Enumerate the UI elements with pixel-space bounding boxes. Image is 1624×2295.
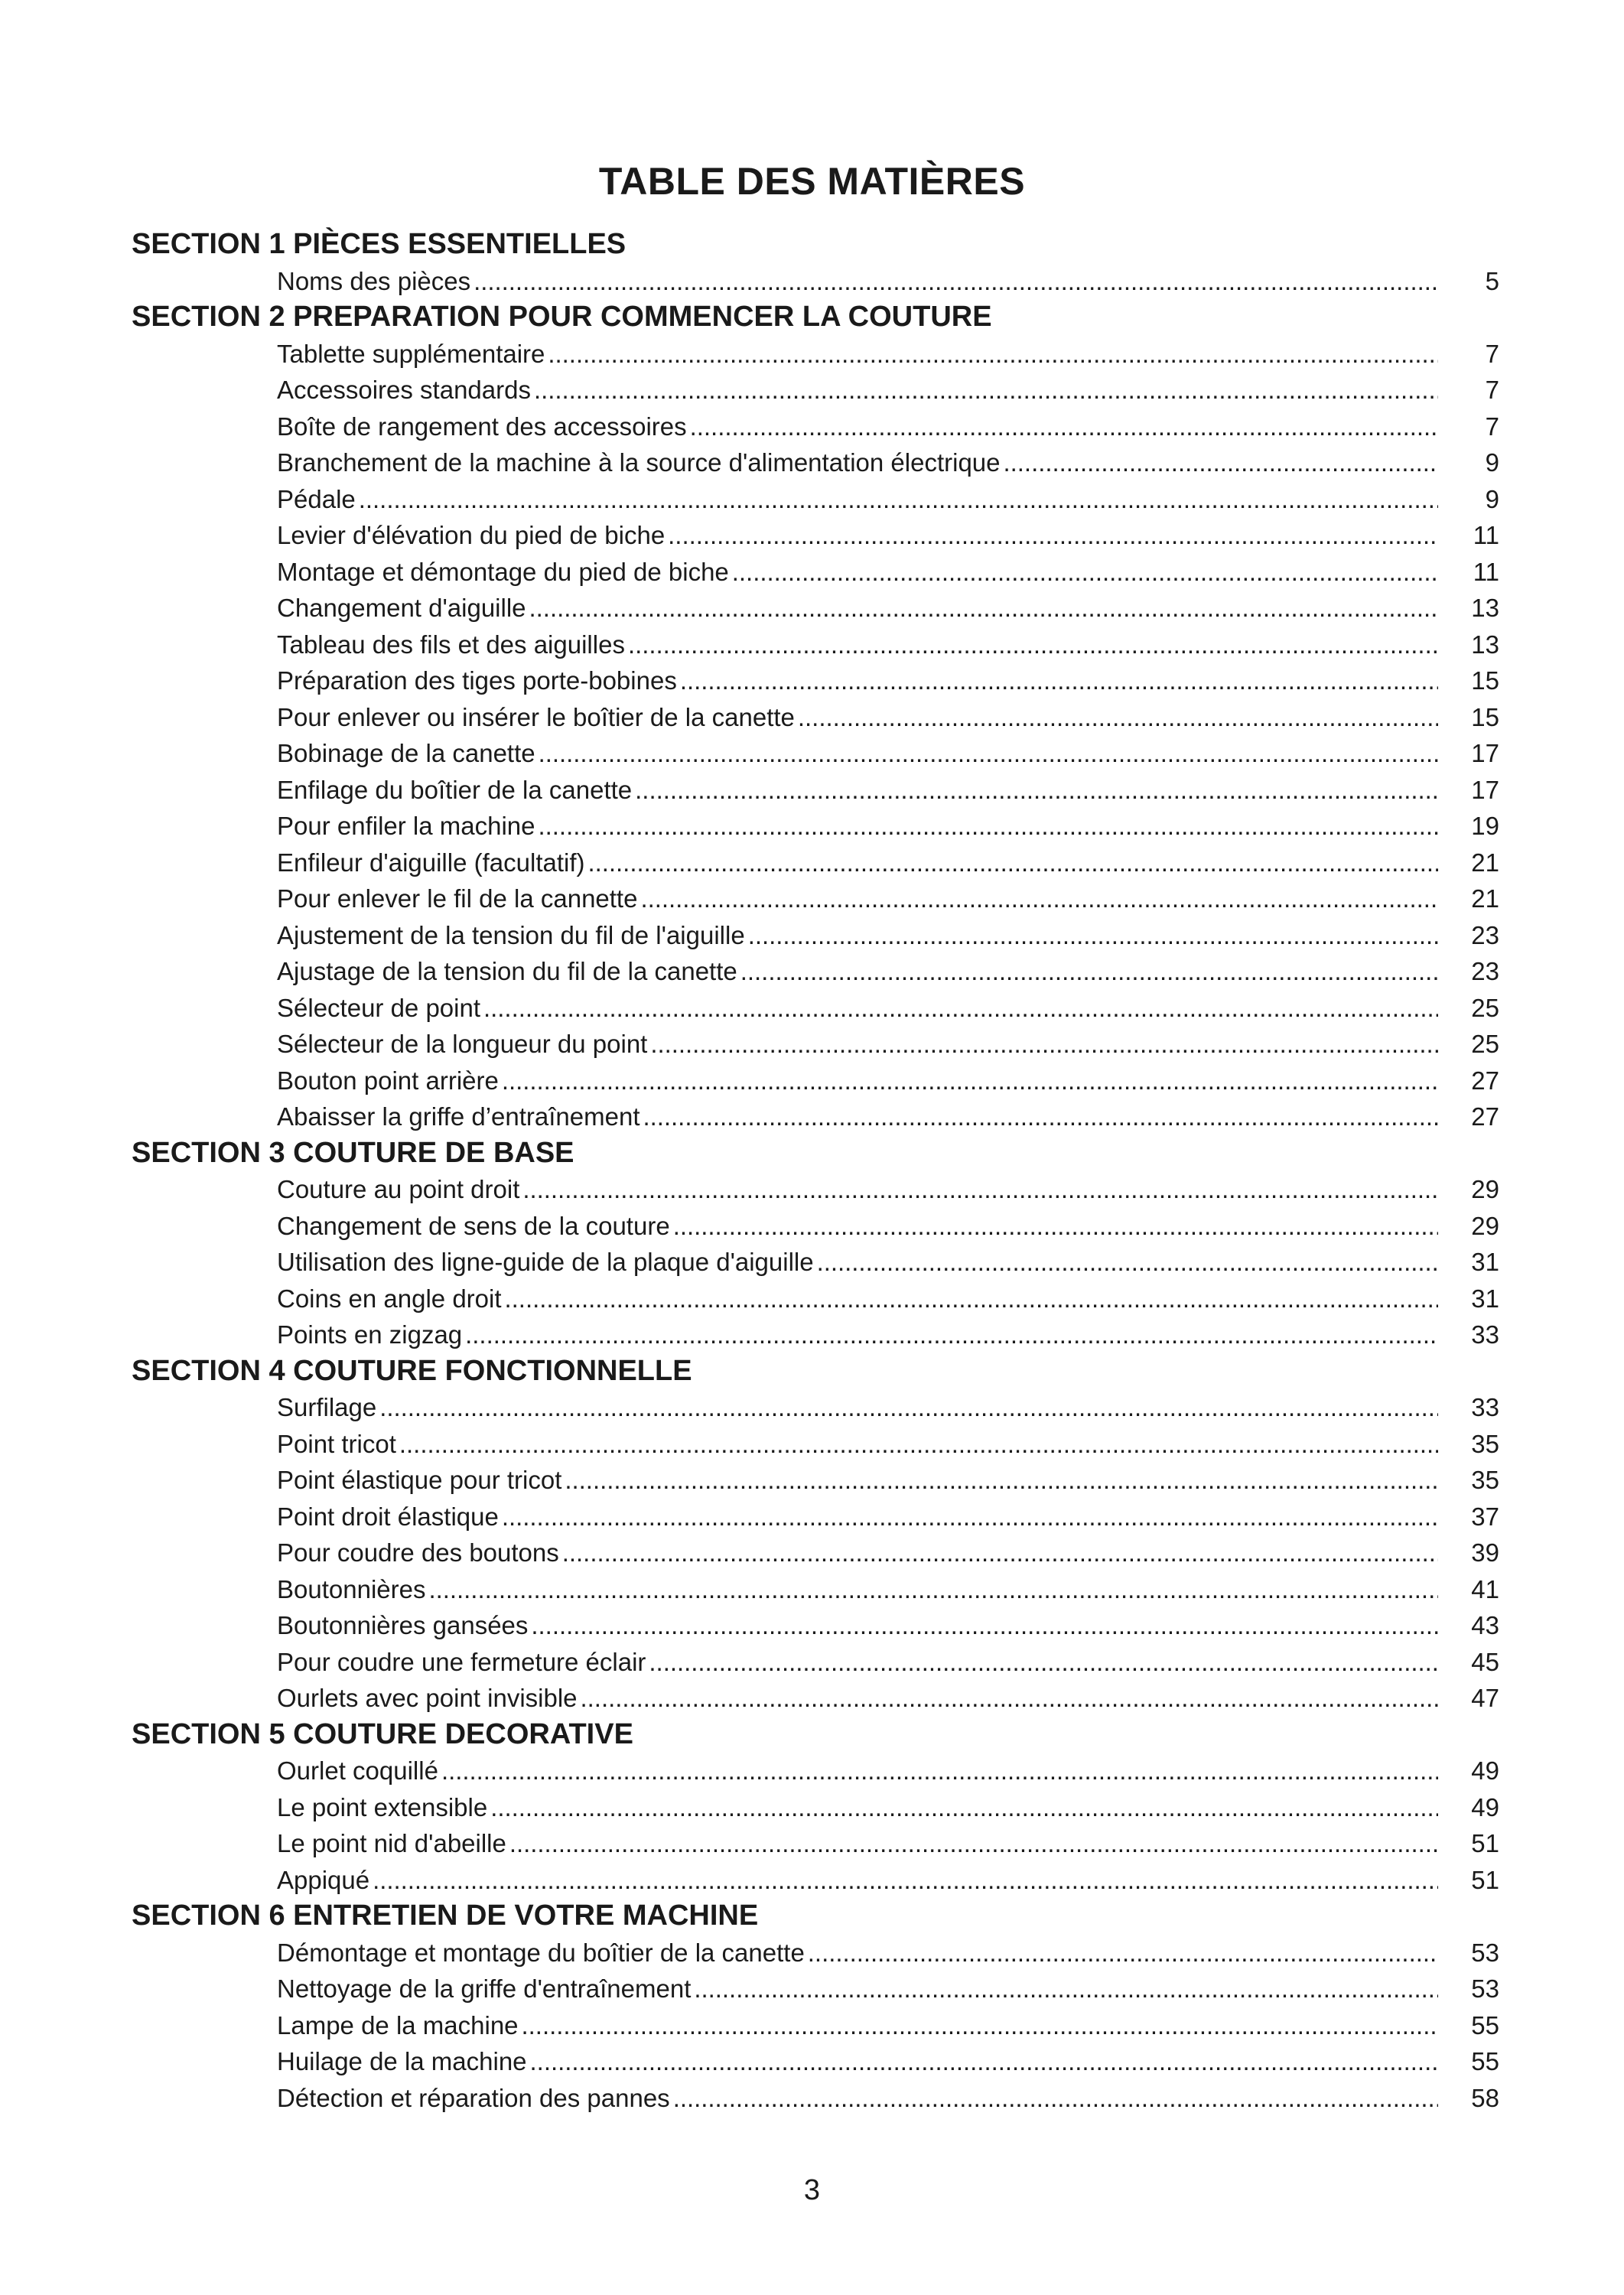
toc-entry <box>132 1825 1499 1862</box>
toc-entry-page: 53 <box>1471 1938 1499 1967</box>
toc-entry-page: 39 <box>1471 1538 1499 1567</box>
toc-entry-label: Enfilage du boîtier de la canette <box>277 775 633 804</box>
dot-leader <box>808 1935 1438 1971</box>
toc-entry <box>132 1644 1499 1681</box>
toc-entry-page: 35 <box>1471 1466 1499 1494</box>
dot-leader <box>539 808 1438 845</box>
toc-entry <box>132 1935 1499 1971</box>
toc-entry-page: 21 <box>1471 848 1499 877</box>
toc-entry <box>132 1607 1499 1644</box>
toc-entry-page: 9 <box>1485 448 1499 477</box>
toc-entry <box>132 1571 1499 1608</box>
dot-leader <box>643 1099 1439 1135</box>
dot-leader <box>635 772 1438 809</box>
toc-entry <box>132 1171 1499 1208</box>
toc-entry-label: Accessoires standards <box>277 376 531 404</box>
toc-entry-page: 41 <box>1471 1574 1499 1603</box>
toc-entry-page: 33 <box>1471 1393 1499 1421</box>
toc-entry <box>132 953 1499 990</box>
toc-entry <box>132 1499 1499 1535</box>
toc-entry <box>132 735 1499 772</box>
dot-leader <box>522 2007 1438 2044</box>
toc-entry-page: 27 <box>1471 1066 1499 1095</box>
toc-entry-label: Point élastique pour tricot <box>277 1466 562 1494</box>
section-heading: SECTION 1 PIÈCES ESSENTIELLES <box>132 228 626 260</box>
toc-entry-page: 13 <box>1471 630 1499 659</box>
toc-entry-page: 15 <box>1471 702 1499 731</box>
toc-entry-label: Ourlets avec point invisible <box>277 1684 578 1712</box>
toc-entry-label: Démontage et montage du boîtier de la canette <box>277 1938 805 1967</box>
dot-leader <box>531 1607 1438 1644</box>
toc-entry-label: Tableau des fils et des aiguilles <box>277 630 625 659</box>
dot-leader <box>530 2043 1438 2080</box>
dot-leader <box>673 1208 1438 1245</box>
toc-entry-page: 11 <box>1473 521 1499 549</box>
toc-entry <box>132 808 1499 845</box>
toc-entry <box>132 2043 1499 2080</box>
dot-leader <box>465 1317 1438 1353</box>
toc-entry-label: Points en zigzag <box>277 1320 463 1349</box>
toc-entry-page: 33 <box>1471 1320 1499 1349</box>
dot-leader <box>798 699 1438 736</box>
dot-leader <box>502 1063 1438 1099</box>
section-heading: SECTION 3 COUTURE DE BASE <box>132 1136 574 1169</box>
dot-leader <box>399 1426 1438 1463</box>
toc-entry <box>132 699 1499 736</box>
dot-leader <box>628 627 1438 663</box>
toc-entry <box>132 662 1499 699</box>
toc-entry-page: 23 <box>1471 920 1499 949</box>
toc-entry-page: 27 <box>1471 1102 1499 1131</box>
toc-entry-label: Coins en angle droit <box>277 1284 502 1313</box>
dot-leader <box>474 263 1438 300</box>
toc-entry <box>132 1389 1499 1426</box>
dot-leader <box>509 1825 1438 1862</box>
toc-entry <box>132 627 1499 663</box>
section-heading: SECTION 4 COUTURE FONCTIONNELLE <box>132 1354 692 1387</box>
toc-entry-page: 7 <box>1485 412 1499 441</box>
toc-entry <box>132 881 1499 917</box>
toc-entry-page: 15 <box>1471 666 1499 695</box>
toc-entry-page: 7 <box>1485 339 1499 368</box>
dot-leader <box>522 1171 1438 1208</box>
toc-entry-page: 35 <box>1471 1429 1499 1458</box>
toc-entry-label: Boutonnières <box>277 1574 426 1603</box>
toc-entry <box>132 1281 1499 1317</box>
toc-entry-label: Sélecteur de la longueur du point <box>277 1030 648 1058</box>
toc-entry-label: Abaisser la griffe d’entraînement <box>277 1102 640 1131</box>
toc-entry <box>132 1063 1499 1099</box>
section-heading: SECTION 2 PREPARATION POUR COMMENCER LA COUTURE <box>132 301 992 333</box>
dot-leader <box>529 590 1438 627</box>
toc-entry <box>132 372 1499 409</box>
toc-entry-page: 9 <box>1485 484 1499 513</box>
dot-leader <box>581 1680 1438 1717</box>
dot-leader <box>565 1462 1438 1499</box>
dot-leader <box>359 481 1438 518</box>
toc-entry-page: 51 <box>1471 1829 1499 1857</box>
dot-leader <box>539 735 1438 772</box>
toc-entry-label: Pédale <box>277 484 356 513</box>
page-number: 3 <box>803 2174 821 2206</box>
toc-entry-label: Point tricot <box>277 1429 396 1458</box>
toc-entry-label: Changement d'aiguille <box>277 594 526 622</box>
toc-entry-label: Surfilage <box>277 1393 377 1421</box>
toc-entry <box>132 1099 1499 1135</box>
toc-entry <box>132 1208 1499 1245</box>
toc-entry-label: Utilisation des ligne-guide de la plaque d'aiguille <box>277 1248 814 1276</box>
toc-entry-label: Nettoyage de la griffe d'entraînement <box>277 1974 692 2003</box>
toc-entry <box>132 263 1499 300</box>
toc-entry-page: 23 <box>1471 957 1499 985</box>
toc-entry-page: 51 <box>1471 1865 1499 1894</box>
toc-entry <box>132 1789 1499 1826</box>
dot-leader <box>649 1644 1438 1681</box>
toc-entry-label: Pour coudre une fermeture éclair <box>277 1647 646 1676</box>
toc-entry-label: Le point extensible <box>277 1792 488 1821</box>
toc-entry <box>132 772 1499 809</box>
dot-leader <box>748 917 1438 954</box>
dot-leader <box>588 845 1439 881</box>
toc-entry-label: Noms des pièces <box>277 266 471 295</box>
section-heading: SECTION 6 ENTRETIEN DE VOTRE MACHINE <box>132 1899 759 1932</box>
toc-entry-page: 19 <box>1471 812 1499 840</box>
dot-leader <box>534 372 1438 409</box>
toc-entry <box>132 1971 1499 2007</box>
toc-entry-label: Préparation des tiges porte-bobines <box>277 666 677 695</box>
toc-entry-page: 17 <box>1471 739 1499 767</box>
toc-entry <box>132 1753 1499 1789</box>
toc-entry-label: Point droit élastique <box>277 1502 499 1531</box>
toc-entry-page: 5 <box>1485 266 1499 295</box>
dot-leader <box>548 336 1438 373</box>
dot-leader <box>502 1499 1438 1535</box>
toc-entry <box>132 336 1499 373</box>
toc-entry <box>132 845 1499 881</box>
dot-leader <box>690 409 1438 445</box>
dot-leader <box>640 881 1438 917</box>
toc-entry-page: 55 <box>1471 2047 1499 2075</box>
table-of-contents <box>132 226 1499 2116</box>
toc-entry <box>132 554 1499 591</box>
toc-entry <box>132 1680 1499 1717</box>
toc-entry-label: Boutonnières gansées <box>277 1611 529 1639</box>
toc-entry <box>132 1426 1499 1463</box>
dot-leader <box>505 1281 1438 1317</box>
toc-entry-label: Lampe de la machine <box>277 2010 519 2039</box>
dot-leader <box>490 1789 1438 1826</box>
toc-entry-page: 25 <box>1471 1030 1499 1058</box>
dot-leader <box>373 1862 1438 1899</box>
toc-entry <box>132 1535 1499 1571</box>
toc-entry-label: Changement de sens de la couture <box>277 1211 670 1240</box>
section-heading: SECTION 5 COUTURE DECORATIVE <box>132 1717 633 1750</box>
toc-entry-label: Boîte de rangement des accessoires <box>277 412 687 441</box>
dot-leader <box>740 953 1438 990</box>
toc-entry-page: 7 <box>1485 376 1499 404</box>
toc-entry <box>132 1862 1499 1899</box>
toc-entry-page: 45 <box>1471 1647 1499 1676</box>
toc-entry-label: Pour coudre des boutons <box>277 1538 559 1567</box>
toc-entry-label: Pour enfiler la machine <box>277 812 535 840</box>
toc-entry-label: Bouton point arrière <box>277 1066 499 1095</box>
toc-entry-label: Montage et démontage du pied de biche <box>277 557 729 586</box>
toc-entry-page: 31 <box>1471 1284 1499 1313</box>
toc-entry-page: 31 <box>1471 1248 1499 1276</box>
toc-entry-page: 25 <box>1471 993 1499 1022</box>
toc-entry-page: 29 <box>1471 1211 1499 1240</box>
toc-entry-page: 49 <box>1471 1756 1499 1785</box>
toc-entry <box>132 409 1499 445</box>
dot-leader <box>668 517 1438 554</box>
toc-entry-page: 17 <box>1471 775 1499 804</box>
dot-leader <box>650 1026 1438 1063</box>
dot-leader <box>379 1389 1438 1426</box>
toc-entry-label: Ajustage de la tension du fil de la canette <box>277 957 737 985</box>
toc-entry-label: Branchement de la machine à la source d'alimentation électrique <box>277 448 1001 477</box>
toc-entry <box>132 1026 1499 1063</box>
toc-entry <box>132 2007 1499 2044</box>
toc-entry-page: 55 <box>1471 2010 1499 2039</box>
toc-entry-page: 43 <box>1471 1611 1499 1639</box>
dot-leader <box>441 1753 1438 1789</box>
toc-entry-label: Huilage de la machine <box>277 2047 527 2075</box>
dot-leader <box>817 1244 1438 1281</box>
toc-entry-label: Ajustement de la tension du fil de l'aiguille <box>277 920 745 949</box>
toc-entry-label: Ourlet coquillé <box>277 1756 438 1785</box>
toc-entry-page: 21 <box>1471 884 1499 913</box>
dot-leader <box>428 1571 1438 1608</box>
page-title: TABLE DES MATIÈRES <box>598 160 1026 203</box>
toc-entry-page: 37 <box>1471 1502 1499 1531</box>
toc-entry-label: Enfileur d'aiguille (facultatif) <box>277 848 585 877</box>
toc-entry-page: 11 <box>1473 557 1499 586</box>
toc-entry-page: 53 <box>1471 1974 1499 2003</box>
toc-entry-label: Tablette supplémentaire <box>277 339 545 368</box>
toc-entry-label: Levier d'élévation du pied de biche <box>277 521 666 549</box>
toc-entry <box>132 2080 1499 2117</box>
toc-entry-page: 13 <box>1471 594 1499 622</box>
toc-entry <box>132 917 1499 954</box>
toc-entry <box>132 444 1499 481</box>
toc-entry <box>132 517 1499 554</box>
dot-leader <box>732 554 1438 591</box>
toc-entry-page: 58 <box>1471 2083 1499 2112</box>
toc-entry <box>132 590 1499 627</box>
dot-leader <box>680 662 1438 699</box>
toc-entry <box>132 1317 1499 1353</box>
dot-leader <box>483 990 1438 1027</box>
toc-entry <box>132 481 1499 518</box>
toc-entry-label: Le point nid d'abeille <box>277 1829 506 1857</box>
toc-entry-label: Appiqué <box>277 1865 370 1894</box>
toc-entry <box>132 990 1499 1027</box>
toc-entry-label: Bobinage de la canette <box>277 739 535 767</box>
toc-entry-label: Pour enlever le fil de la cannette <box>277 884 638 913</box>
dot-leader <box>673 2080 1438 2117</box>
toc-entry <box>132 1462 1499 1499</box>
toc-entry-label: Pour enlever ou insérer le boîtier de la canette <box>277 702 795 731</box>
toc-entry <box>132 1244 1499 1281</box>
dot-leader <box>1004 444 1438 481</box>
dot-leader <box>694 1971 1438 2007</box>
dot-leader <box>562 1535 1438 1571</box>
toc-entry-label: Détection et réparation des pannes <box>277 2083 670 2112</box>
toc-entry-page: 29 <box>1471 1175 1499 1203</box>
toc-entry-page: 49 <box>1471 1792 1499 1821</box>
toc-entry-label: Sélecteur de point <box>277 993 481 1022</box>
toc-entry-label: Couture au point droit <box>277 1175 520 1203</box>
toc-entry-page: 47 <box>1471 1684 1499 1712</box>
